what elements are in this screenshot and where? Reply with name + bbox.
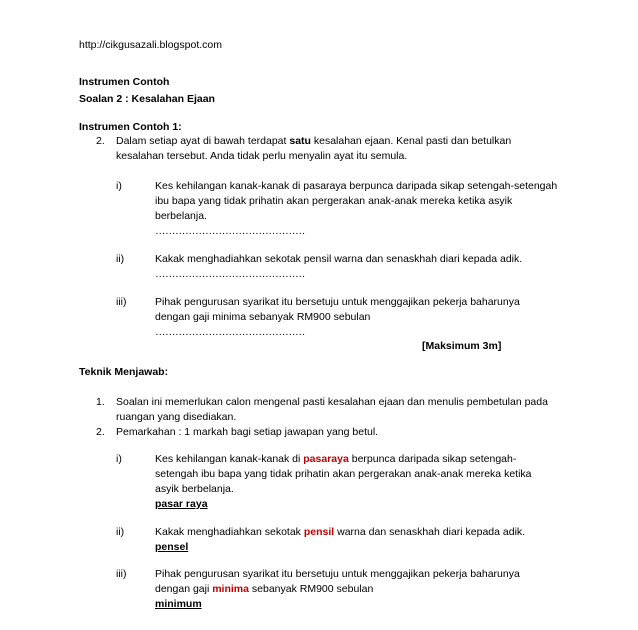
error-word: pensil — [303, 526, 335, 538]
answer-text: sebanyak RM900 sebulan — [248, 583, 374, 595]
note-number: 1. — [96, 396, 105, 408]
item-number: iii) — [116, 296, 127, 308]
doc-title: Instrumen Contoh — [79, 76, 170, 88]
answer-item-line: Pihak pengurusan syarikat itu bersetuju untuk menggajikan pekerja baharunya — [155, 568, 520, 580]
header-url: http://cikgusazali.blogspot.com — [79, 39, 222, 51]
answer-text: dengan gaji — [155, 583, 213, 595]
correct-answer: pasar raya — [155, 498, 208, 510]
section-title-instrumen: Instrumen Contoh 1: — [79, 121, 182, 133]
item-line: ibu bapa yang tidak prihatin akan pergerakan anak-anak mereka ketika asyik — [155, 195, 513, 207]
item-number: ii) — [116, 253, 125, 265]
note-line: ruangan yang disediakan. — [116, 411, 237, 423]
answer-text: Kes kehilangan kanak-kanak di — [155, 453, 304, 465]
note-number: 2. — [96, 426, 105, 438]
answer-text: warna dan senaskhah diari kepada adik. — [334, 526, 526, 538]
answer-item-number: ii) — [116, 526, 125, 538]
answer-item-line — [155, 526, 525, 539]
answer-item-number: i) — [116, 453, 122, 465]
answer-blank: ……………………………………… — [155, 268, 305, 280]
answer-item-line — [155, 583, 373, 596]
instruction-text: Dalam setiap ayat di bawah terdapat — [116, 135, 290, 147]
question-instruction-line2: kesalahan tersebut. Anda tidak perlu menyalin ayat itu semula. — [116, 150, 408, 162]
answer-item-number: iii) — [116, 568, 127, 580]
instruction-text: kesalahan ejaan. Kenal pasti dan betulkan — [310, 135, 512, 147]
doc-subtitle: Soalan 2 : Kesalahan Ejaan — [79, 93, 215, 105]
correct-answer: pensel — [155, 541, 189, 553]
answer-blank: ……………………………………… — [155, 326, 305, 338]
answer-blank: ……………………………………… — [155, 225, 305, 237]
item-line: Pihak pengurusan syarikat itu bersetuju untuk menggajikan pekerja baharunya — [155, 296, 520, 308]
answer-text: berpunca daripada sikap setengah- — [348, 453, 517, 465]
answer-text: Kakak menghadiahkan sekotak — [155, 526, 304, 538]
item-number: i) — [116, 180, 122, 192]
instruction-bold-word: satu — [289, 135, 311, 147]
item-line: berbelanja. — [155, 210, 207, 222]
answer-item-line: asyik berbelanja. — [155, 483, 234, 495]
note-line: Pemarkahan : 1 markah bagi setiap jawapan yang betul. — [116, 426, 379, 438]
error-word: minima — [212, 583, 249, 595]
note-line: Soalan ini memerlukan calon mengenal pasti kesalahan ejaan dan menulis pembetulan pada — [116, 396, 548, 408]
error-word: pasaraya — [303, 453, 349, 465]
question-number: 2. — [96, 135, 105, 147]
section-title-teknik: Teknik Menjawab: — [79, 366, 169, 378]
answer-item-line: setengah ibu bapa yang tidak prihatin akan pergerakan anak-anak mereka ketika — [155, 468, 532, 480]
item-line: dengan gaji minima sebanyak RM900 sebulan — [155, 311, 371, 323]
answer-item-line — [155, 453, 561, 466]
correct-answer: minimum — [155, 598, 202, 610]
question-instruction-line1 — [116, 135, 560, 148]
item-line: Kakak menghadiahkan sekotak pensil warna dan senaskhah diari kepada adik. — [155, 253, 523, 265]
item-line: Kes kehilangan kanak-kanak di pasaraya berpunca daripada sikap setengah-setengah — [155, 180, 558, 192]
max-marks: [Maksimum 3m] — [422, 340, 502, 352]
